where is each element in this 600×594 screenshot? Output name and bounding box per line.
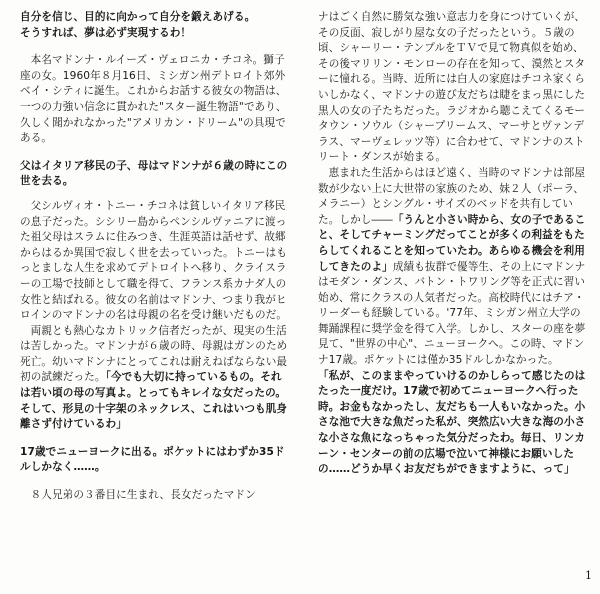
page-number: 1 — [585, 569, 592, 582]
left-column — [20, 10, 290, 504]
intro-heading: 自分を信じ、目的に向かって自分を鍛えあげる。 そうすれば、夢は必ず実現するわ！ — [20, 11, 256, 39]
paragraph-siblings: ８人兄弟の３番目に生まれ、長女だったマドン — [30, 489, 256, 502]
paragraph-childhood: ナはごく自然に勝気な強い意志力を身につけていくが、その反面、寂しがり屋な女の子だったという。５歳の頃、シャーリー・テンプルをＴＶで見て物真似を始め、その後マリリン・モンローの存在を知って、漠然とスターに憧れる。当時、近所には白人の家庭はチコネ家くらいしかなく、マドンナの遊び友だちは睫をまっ黒にした黒人の女の子たちだった。ラジオから聴こえてくるモータウン・ソウル（シャープリームス、マーサとヴァンデラス、マーヴェレッツ等）に合わせて、マドンナのストリート・ダンスが始まる。 — [318, 11, 586, 164]
new-york-quote: 「私が、このままやっていけるのかしらって感じたのはたった一度だけ。17歳で初めてニューヨークへ行った時。お金もなかったし、友だちも一人もいなかった。小さな池で大きな魚だった私が、突然広い大きな海の小さな小さな魚になっちゃった気分だったわ。毎日、リンカーン・センターの前の広場で泣いて神様にお願いしたの……どうか早くお友だちができますように、って」 — [318, 369, 586, 476]
right-column — [318, 10, 588, 478]
paragraph-father: 父シルヴィオ・トニー・チコネは貧しいイタリア移民の息子だった。シシリー島からペンシルヴァニアに渡った祖父母はスラムに住みつき、生涯英語は話せず、故郷からはるか異国で寂しく世を去っていった。トニーはもっとましな人生を求めてデトロイトへ移り、クライスラーの工場で技師として職を得て、フランス系カナダ人の女性と結ばれる。彼女の名前はマドンナ、つまり我がヒロインのマドンナの名は母親の名を受け継いだものだ。 — [20, 199, 288, 322]
paragraph-mother-death — [20, 324, 290, 433]
paragraph-family-life — [318, 166, 588, 369]
mother-photo-quote: 「今でも大切に持っているもの。それは若い頃の母の写真よ。とってもキレイな女だったの。そして、形見の十字架のネックレス、これはいつも肌身離さず付けているわ」 — [20, 371, 288, 431]
charming-quote: 「うんと小さい時から、女の子であること、そしてチャーミングだってことが多くの利益をもたらしてくれることを知っていたわ。あらゆる機会を利用してきたのよ」 — [318, 213, 586, 273]
section-heading-new-york: 17歳でニューヨークに出る。ポケットにはわずか35ドルしかなく……。 — [20, 445, 285, 474]
paragraph-mother-death-text: 両親とも熱心なカトリック信者だったが、現実の生活は苦しかった。マドンナが６歳の時、母親はガンのため死亡。幼いマドンナにとってこれは耐えねばならない最初の試練だった。 — [20, 324, 288, 384]
paragraph-birth: 本名マドンナ・ルイーズ・ヴェロニカ・チコネ。獅子座の女。1960年８月16日、ミシガン州デトロイト郊外ベイ・シティに誕生。これからお話する彼女の物語は、一つの力強い信念に貫かれた"スター誕生物語"であり、久しく聞かれなかった"アメリカン・ドリーム"の具現である。 — [20, 54, 287, 145]
section-heading-parents: 父はイタリア移民の子、母はマドンナが６歳の時にこの世を去る。 — [20, 159, 288, 188]
paragraph-school-text: 成績も抜群で優等生、その上にマドンナはモダン・ダンス、バトン・トワリング等を正式に習い始め、常にクラスの人気者だった。高校時代にはチア・リーダーも経験している。'77年、ミシガン州立大学の舞踊課程に奨学金を得て入学。しかし、スターの座を夢見て、"世界の中心"、ニューヨークへ。この時、マドンナ17歳。ポケットには僅か35ドルしかなかった。 — [318, 260, 586, 367]
paragraph-family-life-text: 恵まれた生活からはほど遠く、当時のマドンナは部屋数が少ない上に大世帯の家族のため、妹２人（ポーラ、メラニー）とシングル・サイズのベッドを共有していた。しかし―― — [318, 166, 586, 226]
